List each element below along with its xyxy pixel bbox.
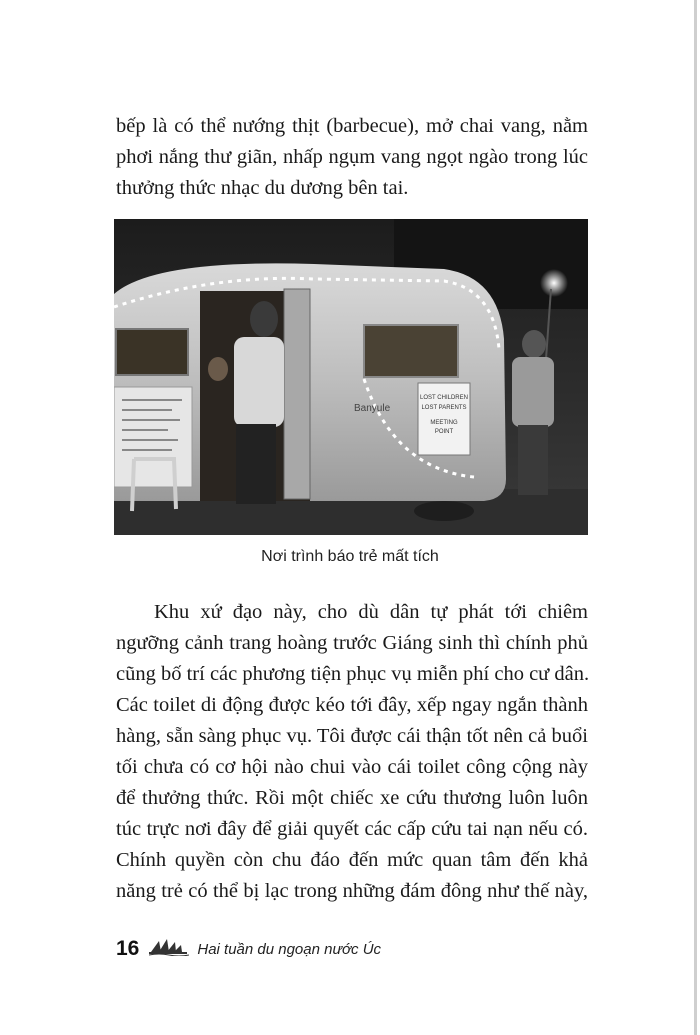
page-number: 16 xyxy=(116,937,140,960)
paragraph-line: năng trẻ có thể bị lạc trong những đám đông như thế này, xyxy=(116,880,588,902)
paragraph-line: thưởng thức nhạc du dương bên tai. xyxy=(116,177,409,199)
caravan-brand-text: Banyule xyxy=(354,403,391,414)
photo-caption: Nơi trình báo trẻ mất tích xyxy=(261,548,439,565)
paragraph-line: phơi nắng thư giãn, nhấp ngụm vang ngọt ngào trong lúc xyxy=(116,146,588,168)
paragraph-line: để thưởng thức. Rồi một chiếc xe cứu thương luôn luôn xyxy=(116,787,588,809)
book-title: Hai tuần du ngoạn nước Úc xyxy=(197,940,382,958)
caravan-photo xyxy=(114,219,588,535)
paragraph-line: hàng, sẵn sàng phục vụ. Tôi được cái thận tốt nên cả buổi xyxy=(116,725,588,747)
paragraph-line: Khu xứ đạo này, cho dù dân tự phát tới chiêm xyxy=(154,601,588,623)
paragraph-line: Chính quyền còn chu đáo đến mức quan tâm đến khả xyxy=(116,849,588,871)
sign-text: LOST PARENTS xyxy=(421,405,467,411)
sign-text: LOST CHILDREN xyxy=(420,395,468,401)
sydney-opera-house-icon xyxy=(149,938,189,960)
top-paragraph xyxy=(116,111,588,204)
page-footer xyxy=(116,936,381,962)
sign-text: POINT xyxy=(434,429,454,435)
paragraph-line: ngưỡng cảnh trang hoàng trước Giáng sinh thì chính phủ xyxy=(116,632,588,654)
paragraph-line: cũng bố trí các phương tiện phục vụ miễn phí cho cư dân. xyxy=(116,663,590,685)
sign-text: MEETING xyxy=(430,420,458,426)
paragraph-line: bếp là có thể nướng thịt (barbecue), mở chai vang, nằm xyxy=(116,115,588,137)
paragraph-line: Các toilet di động được kéo tới đây, xếp ngay ngắn thành xyxy=(116,694,588,716)
paragraph-line: túc trực nơi đây để giải quyết các cấp cứu tai nạn nếu có. xyxy=(116,818,588,840)
paragraph-line: tối chưa có cơ hội nào chui vào cái toilet công cộng này xyxy=(116,756,588,778)
main-paragraph xyxy=(116,597,588,907)
